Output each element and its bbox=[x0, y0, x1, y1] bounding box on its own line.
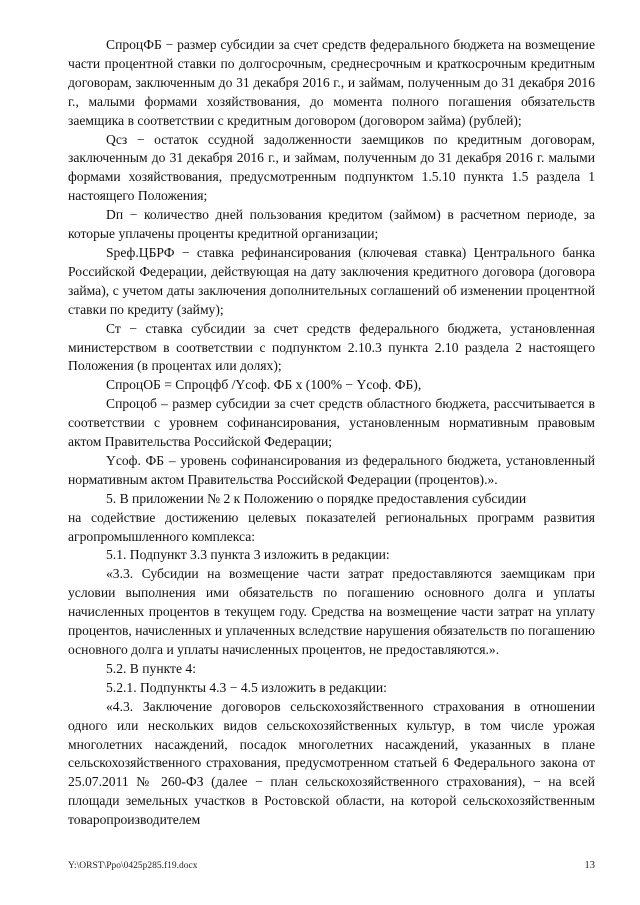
paragraph-dp-definition: Dп − количество дней пользования кредитом (займом) в расчетном периоде, за которые уплачены проценты кредитной организации; bbox=[68, 207, 595, 242]
formula-sprocob: СпроцОБ = Спроцфб /Yсоф. ФБ х (100% − Yсоф. ФБ), bbox=[106, 377, 422, 393]
paragraph-item-4-3-text: «4.3. Заключение договоров сельскохозяйственного страхования в отношении одного или нескольких видов сельскохозяйственных культур, в том числе урожая многолетних насаждений, посадок многолетних насаждений, указанных в плане сельскохозяйственного страхования, предусмотренном статьей 6 Федерального закона от 25.07.2011 № 260-ФЗ (далее − план сельскохозяйственного страхования), − на всей площади земельных участков в Ростовской области, на которой сельскохозяйственным товаропроизводителем bbox=[68, 698, 595, 828]
paragraph-sprocfb-definition: СпроцФБ − размер субсидии за счет средств федерального бюджета на возмещение части процентной ставки по долгосрочным, среднесрочным и краткосрочным кредитным договорам, заключенным до 31 декабря 2016 г., и займам, полученным до 31 декабря 2016 г., малыми формами хозяйствования, до момента полного погашения обязательств заемщика в соответствии с кредитным договором (договором займа) (рублей); bbox=[68, 37, 595, 128]
paragraph-sref-definition: Sреф.ЦБРФ − ставка рефинансирования (ключевая ставка) Центрального банка Российской Федерации, действующая на дату заключения кредитного договора (договора займа), с учетом даты заключения дополнительных соглашений об изменении процентной ставки по кредиту (займу); bbox=[68, 244, 595, 317]
paragraph-item-5: 5. В приложении № 2 к Положению о порядке предоставления субсидии bbox=[106, 490, 527, 506]
paragraph-item-5-1: 5.1. Подпункт 3.3 пункта 3 изложить в редакции: bbox=[106, 547, 390, 563]
paragraph-item-5-continued: на содействие достижению целевых показателей региональных программ развития агропромышленного комплекса: bbox=[68, 509, 595, 544]
paragraph-item-5-2: 5.2. В пункте 4: bbox=[106, 660, 196, 676]
footer-file-path: Y:\ORST\Ppo\0425p285.f19.docx bbox=[68, 861, 198, 871]
document-body bbox=[68, 36, 595, 830]
paragraph-item-3-3-text: «3.3. Субсидии на возмещение части затрат предоставляются заемщикам при условии выполнения ими обязательств по погашению основного долга и уплаты начисленных процентов в текущем году. Средства на возмещение части затрат на уплату процентов, начисленных и уплаченных вследствие нарушения обязательств по погашению основного долга и уплаты начисленных процентов, не предоставляются.». bbox=[68, 566, 595, 657]
paragraph-ysof-definition: Yсоф. ФБ – уровень софинансирования из федерального бюджета, установленный нормативным актом Правительства Российской Федерации (процентов).». bbox=[68, 452, 595, 487]
paragraph-st-definition: Ст − ставка субсидии за счет средств федерального бюджета, установленная министерством в соответствии с подпунктом 2.10.3 пункта 2.10 раздела 2 настоящего Положения (в процентах или долях); bbox=[68, 320, 595, 374]
paragraph-item-5-2-1: 5.2.1. Подпункты 4.3 − 4.5 изложить в редакции: bbox=[106, 679, 387, 695]
paragraph-qcz-definition: Qcз − остаток ссудной задолженности заемщиков по кредитным договорам, заключенным до 31 декабря 2016 г., и займам, полученным до 31 декабря 2016 г. малыми формами хозяйствования, предусмотренным подпунктом 1.5.10 пункта 1.5 раздела 1 настоящего Положения; bbox=[68, 131, 595, 204]
page-number: 13 bbox=[584, 860, 595, 871]
paragraph-sprocob-definition: Спроцоб – размер субсидии за счет средств областного бюджета, рассчитывается в соответствии с уровнем софинансирования, установленным нормативным правовым актом Правительства Российской Федерации; bbox=[68, 396, 595, 450]
